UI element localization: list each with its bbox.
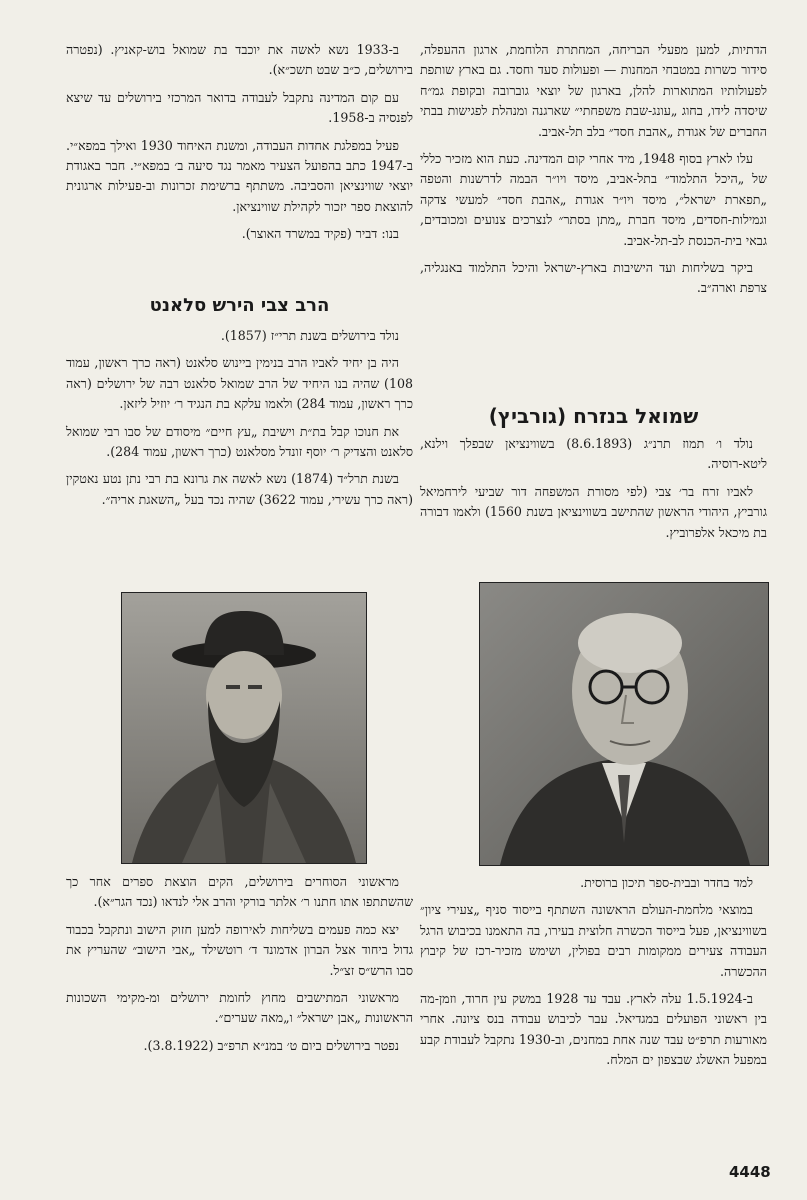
paragraph: למד בחדר ובבית-ספר תיכון ברוסית.	[580, 875, 753, 890]
paragraph: לאביו זרח בר׳ צבי (לפי מסורת המשפחה דור שביעי לירחמיאל גורביץ, היהודי הראשון שהתישב בשווינציאן בשנת 1560) ולאמו דבורה בת מיכאל אלפרוביץ.	[420, 483, 767, 540]
paragraph: עם קום המדינה נתקבל לעבודה בדואר המרכזי בירושלים עד שיצא לפנסיה ב-1958.	[66, 89, 413, 126]
right-bio-continued	[420, 873, 767, 1078]
right-column-continuation	[420, 40, 767, 306]
page-number: 4448	[729, 1163, 771, 1181]
bio-heading-benzerach: שמואל בנזרח (גורביץ)	[488, 404, 699, 428]
paragraph: ב-1933 נשא לאשה את יוכבד בת שמואל בוש-קאניץ. (נפטרה בירושלים, כ״ב שבט תשכ״א).	[66, 42, 413, 78]
portrait-photo-salant	[121, 592, 367, 864]
portrait-salant-image	[122, 593, 366, 863]
paragraph: היה בן יחיד לאביו הרב בנימין ביינוש סלאנט (ראה כרך ראשון, עמוד 108) שהיה בנו היחיד של הרב שמואל סלאנט רבה של ירושלים (ראה כרך ראשון, עמוד 284) ולאמו עלקא בת הנגיד ר׳ יוזיל ליזאן.	[66, 355, 413, 412]
paragraph: ב-1.5.1924 עלה לארץ. עבד עד 1928 במשק עין חרוד, וזמן-מה בין ראשוני הפועלים במגדיאל. עבר לכיבוש עבודה בנס ציונה. אחרי מאורעות תרפ״ט עבד שנה אחת במחנים, וב-1930 נתקבל לעבודת קבע במפעל האשלג שבצפון ים המלח.	[420, 990, 767, 1068]
paragraph: ביקר בשליחות ועד הישיבות בארץ-ישראל והיכל התלמוד באנגליה, צרפת וארה״ב.	[420, 259, 767, 296]
left-bio-intro	[66, 326, 413, 517]
left-bio-continued	[66, 872, 413, 1063]
paragraph: נולד ו׳ תמוז תרנ״ג (8.6.1893) בשווינציאן שבפלך וילנא, ליטא-רוסיה.	[420, 436, 767, 472]
portrait-photo-benzerach	[479, 582, 769, 866]
paragraph: עלו לארץ בסוף 1948, מיד אחרי קום המדינה. כעת הוא מזכיר כללי של „היכל התלמוד״ בתל-אביב, מיסד ויו״ר הבמה לדרשנות והטפה „תפארת ישראל״, מיסד ויו״ר אגודת „אהבת חסד״ למעשי צדקה וגמילות-חסדים, מיסד חברת „מתן בסתר״ לנצרכים צנועים ומכובדים, גבאי בית-הכנסת לב-תל-אביב.	[420, 150, 767, 248]
paragraph: בשנת תרל״ד (1874) נשא לאשה את גרונא בת רבי נתן נטע נאטקין (ראה כרך עשירי, עמוד 3622) שהיה נכד בעל „השאגת אריה״.	[66, 471, 413, 507]
portrait-benzerach-image	[480, 583, 768, 865]
left-column-continuation	[66, 40, 413, 252]
paragraph: נפטר בירושלים ביום ט׳ במנ״א תרפ״ב (3.8.1922).	[143, 1037, 399, 1053]
paragraph: מראשוני הסוחרים בירושלים, הקים הוצאת ספרים אחר כך שהשתתפו אתו חתנו ר׳ אלתר בורקי והרב אלי לנדאו (נכד הגר״א).	[66, 874, 413, 910]
paragraph: נולד בירושלים בשנת תרי״ז (1857).	[220, 328, 399, 343]
paragraph: פעיל במפלגת אחדות העבודה, ומשנת האיחוד 1930 ואילך במפא״י. ב-1947 כתב בהפועל הצעיר מאמר נגד סיעה ב׳ במפא״י. חבר באגודת יוצאי שווינציאן והסביבה. משתתף ברשימת זכרונות וב-פעילות ארגונית להוצאת ספר יזכור לקהילת שווינציאן.	[66, 137, 413, 214]
paragraph: בנו: דביר (פקיד במשרד האוצר).	[241, 226, 399, 242]
paragraph: במוצאי מלחמת-העולם הראשונה השתתף בייסוד סניף „צעירי ציון״ בשווינציאן, פעל בייסוד הכשרה חלוצית בעירו, בה התאמנו בכיבוש הרגל העבודה צעירים ממקומות רבים בפולין, ושימש מזכיר-רכז של קיבוץ ההכשרה.	[420, 902, 767, 979]
paragraph: מראשוני המתישבים מחוץ לחומת ירושלים ומ-מקימי השכונות הראשונות „אבן ישראל״ ו„מאה שערים״.	[66, 989, 413, 1026]
right-bio-intro	[420, 434, 767, 550]
paragraph: הדתיות, למען מפעלי הבריחה, המחתרת הלוחמת, ארגון ההעפלה, סידור כשרות במטבחי המחנות — ופעולות סעד וחסד. גם בארץ שותפת לפעולותיו המתוארות להלן, בארגון של יוצאי גוברובה ובקופת גמ״ח שיסדה לידו, בחוג „עונג-שבת משפחתי״ שארגנה ומנהלת לפגישות בבתי החברים של אגודת „אהבת חסד״ בלב תל-אביב.	[420, 42, 767, 139]
paragraph: יצא כמה פעמים בשליחות לאירופה למען חזוק הישוב ונתקבל בכבוד גדול ביחוד אצל הברון אדמונד ד׳ רוטשילד „אבי הישוב״ שהעריץ את סבו הרש״ס זצ״ל.	[66, 921, 413, 978]
bio-heading-salant: הרב צבי הירש סלאנט	[149, 295, 330, 316]
paragraph: את חנוכו קבל בת״ת וישיבת „עץ חיים״ מיסודם של סבו רבי שמואל סלאנט והצדיק ר׳ יוסף זונדל מסלאנט (כרך ראשון, עמוד 284).	[66, 423, 413, 459]
